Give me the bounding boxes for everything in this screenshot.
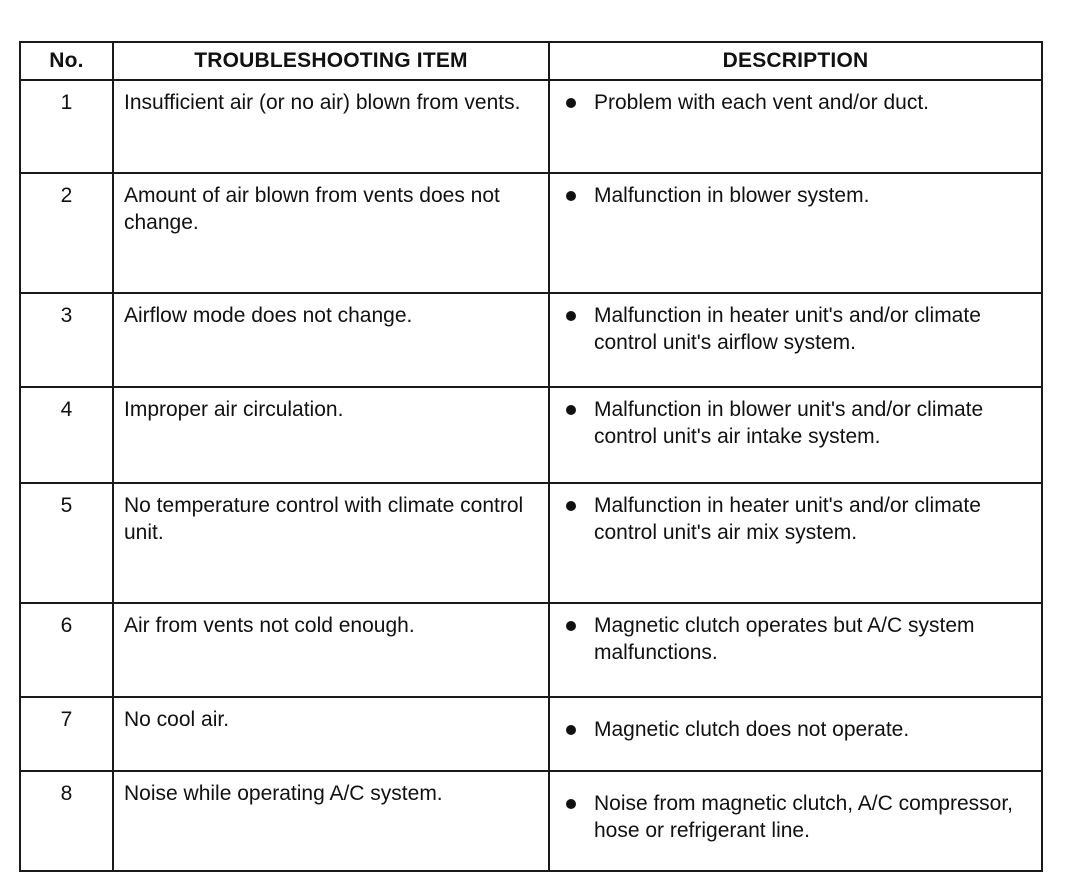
troubleshooting-item: Air from vents not cold enough.: [113, 603, 549, 697]
description-text: Malfunction in heater unit's and/or climate control unit's air mix system.: [594, 494, 981, 544]
troubleshooting-item: Noise while operating A/C system.: [113, 771, 549, 871]
description-text: Malfunction in blower unit's and/or climate control unit's air intake system.: [594, 398, 984, 448]
description-cell: [549, 697, 1042, 771]
troubleshooting-item: No cool air.: [113, 697, 549, 771]
description-cell: [549, 80, 1042, 173]
row-number: 8: [20, 771, 113, 871]
table-header-row: [20, 42, 1042, 80]
header-description: DESCRIPTION: [549, 42, 1042, 80]
bullet-icon: [566, 405, 576, 415]
bullet-icon: [566, 501, 576, 511]
table-row: [20, 771, 1042, 871]
description-cell: [549, 771, 1042, 871]
bullet-icon: [566, 621, 576, 631]
header-troubleshooting-item: TROUBLESHOOTING ITEM: [113, 42, 549, 80]
table-row: [20, 603, 1042, 697]
troubleshooting-table: [19, 41, 1043, 872]
description-cell: [549, 293, 1042, 387]
row-number: 1: [20, 80, 113, 173]
bullet-icon: [566, 725, 576, 735]
row-number: 3: [20, 293, 113, 387]
table-row: [20, 387, 1042, 483]
description-text: Problem with each vent and/or duct.: [594, 91, 930, 114]
table-row: [20, 293, 1042, 387]
troubleshooting-table-container: [19, 41, 1041, 872]
header-no: No.: [20, 42, 113, 80]
table-row: [20, 697, 1042, 771]
description-cell: [549, 387, 1042, 483]
table-row: [20, 80, 1042, 173]
description-text: Noise from magnetic clutch, A/C compressor, hose or refrigerant line.: [594, 792, 1013, 842]
description-cell: [549, 603, 1042, 697]
description-text: Malfunction in heater unit's and/or climate control unit's airflow system.: [594, 304, 981, 354]
troubleshooting-item: Amount of air blown from vents does not change.: [113, 173, 549, 293]
table-row: [20, 483, 1042, 603]
troubleshooting-item: Improper air circulation.: [113, 387, 549, 483]
row-number: 2: [20, 173, 113, 293]
troubleshooting-item: No temperature control with climate control unit.: [113, 483, 549, 603]
table-row: [20, 173, 1042, 293]
description-text: Magnetic clutch does not operate.: [594, 718, 910, 741]
row-number: 4: [20, 387, 113, 483]
bullet-icon: [566, 311, 576, 321]
row-number: 6: [20, 603, 113, 697]
bullet-icon: [566, 799, 576, 809]
troubleshooting-item: Insufficient air (or no air) blown from vents.: [113, 80, 549, 173]
troubleshooting-item: Airflow mode does not change.: [113, 293, 549, 387]
description-cell: [549, 483, 1042, 603]
description-cell: [549, 173, 1042, 293]
bullet-icon: [566, 191, 576, 201]
bullet-icon: [566, 98, 576, 108]
row-number: 5: [20, 483, 113, 603]
description-text: Malfunction in blower system.: [594, 184, 870, 207]
row-number: 7: [20, 697, 113, 771]
description-text: Magnetic clutch operates but A/C system malfunctions.: [594, 614, 975, 664]
